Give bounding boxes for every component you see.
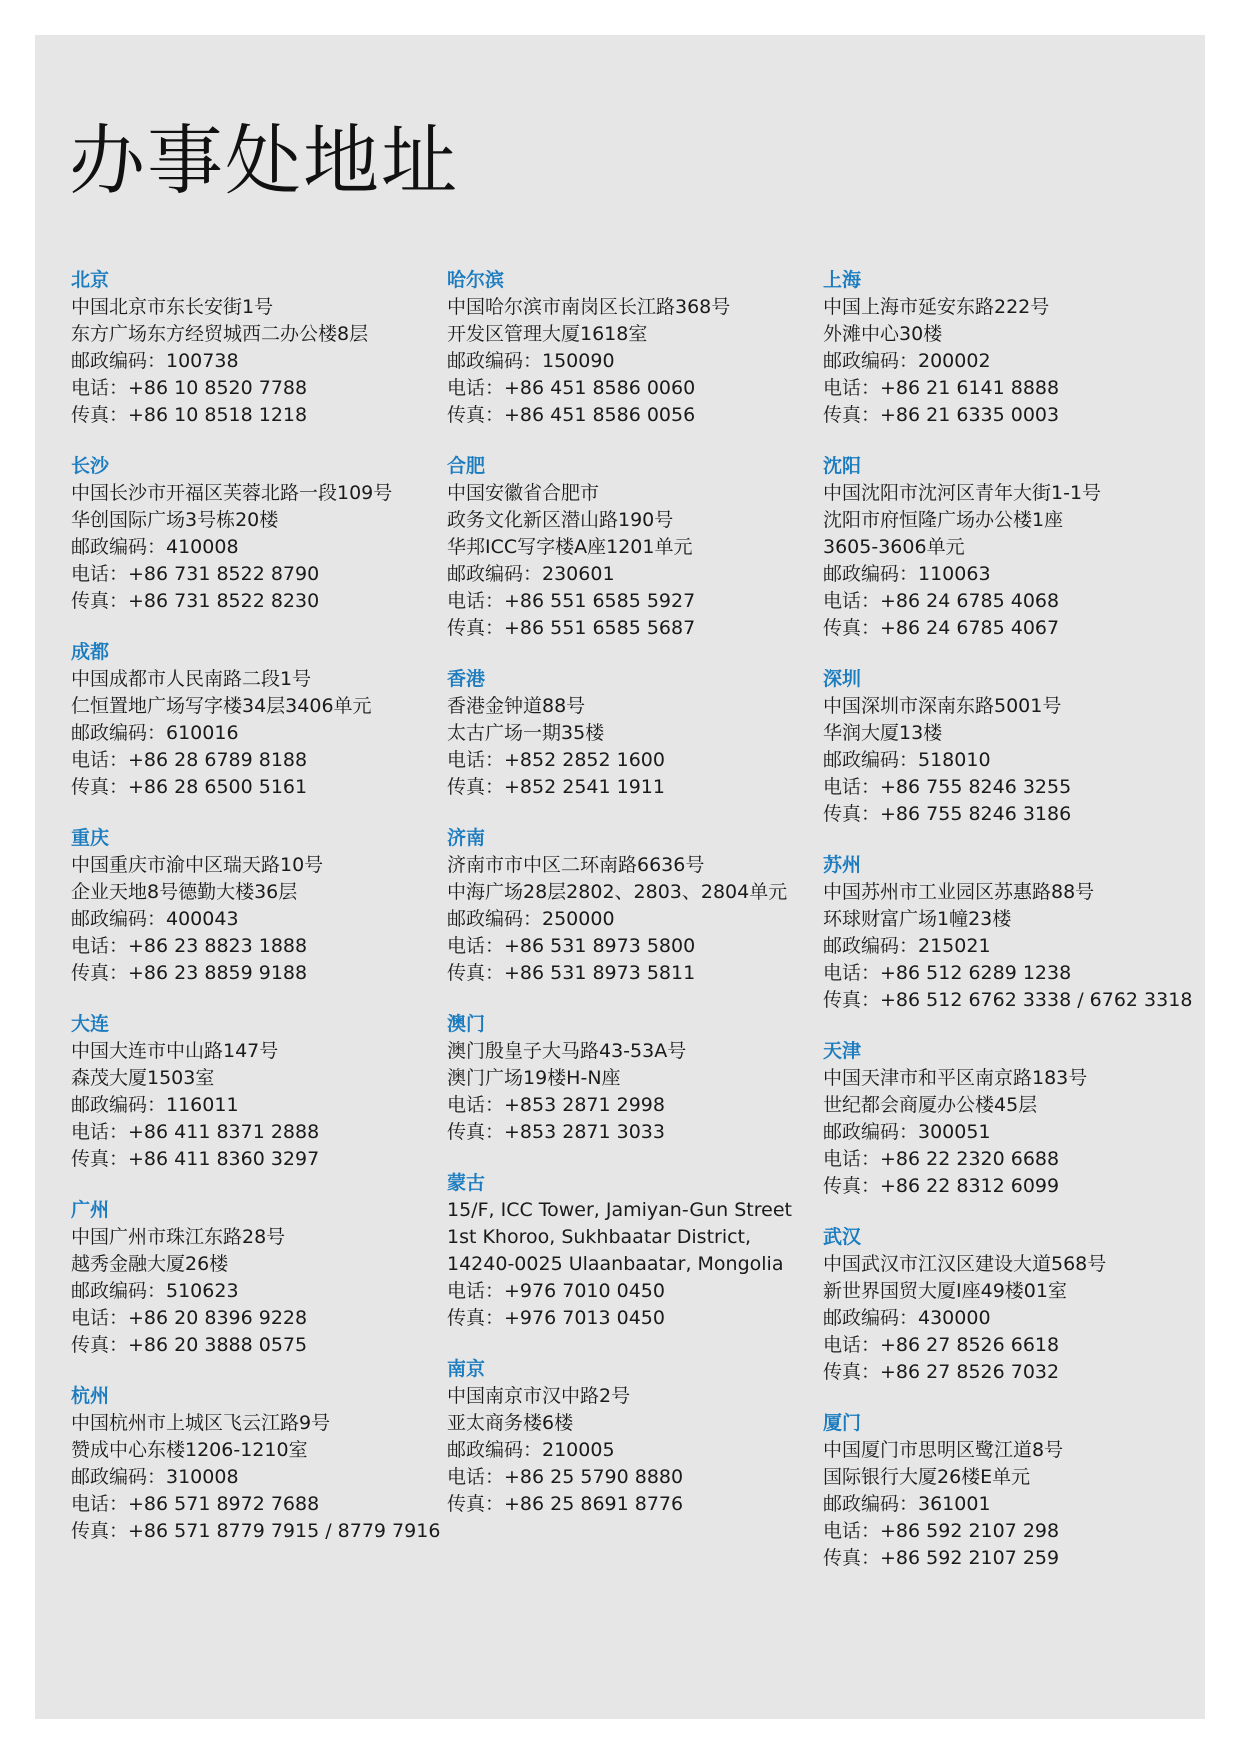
office-address-line: 赞成中心东楼1206-1210室 [71, 1439, 308, 1461]
office-address-line: 传真：+86 731 8522 8230 [71, 590, 320, 612]
office-city-name: 长沙 [71, 455, 110, 477]
office-address-line: 邮政编码：200002 [823, 350, 991, 372]
office-column-3 [823, 267, 1193, 1596]
office-block [447, 453, 807, 642]
office-address-line: 3605-3606单元 [823, 536, 965, 558]
office-city-name: 澳门 [447, 1013, 486, 1035]
office-city-name: 天津 [823, 1040, 862, 1062]
office-city-name: 广州 [71, 1199, 110, 1221]
office-address-line: 14240-0025 Ulaanbaatar, Mongolia [447, 1253, 784, 1275]
office-address-line: 中国重庆市渝中区瑞天路10号 [71, 854, 324, 876]
office-address-line: 电话：+86 28 6789 8188 [71, 749, 308, 771]
office-address-line: 电话：+86 23 8823 1888 [71, 935, 308, 957]
office-address-line: 中国苏州市工业园区苏惠路88号 [823, 881, 1095, 903]
office-address-line: 传真：+86 27 8526 7032 [823, 1361, 1060, 1383]
office-block [71, 639, 431, 801]
office-address-line: 传真：+86 592 2107 259 [823, 1547, 1060, 1569]
office-address-line: 电话：+86 755 8246 3255 [823, 776, 1072, 798]
office-block [823, 267, 1183, 429]
office-address-line: 传真：+86 755 8246 3186 [823, 803, 1072, 825]
office-address-line: 越秀金融大厦26楼 [71, 1253, 229, 1275]
office-address-line: 电话：+86 10 8520 7788 [71, 377, 308, 399]
office-address-line: 传真：+86 551 6585 5687 [447, 617, 696, 639]
office-address-line: 邮政编码：110063 [823, 563, 991, 585]
office-address-line: 传真：+853 2871 3033 [447, 1121, 665, 1143]
office-address-line: 传真：+86 28 6500 5161 [71, 776, 308, 798]
office-address-line: 电话：+852 2852 1600 [447, 749, 665, 771]
office-address-line: 澳门殷皇子大马路43-53A号 [447, 1040, 687, 1062]
office-address-line: 邮政编码：361001 [823, 1493, 991, 1515]
office-address-line: 传真：+86 21 6335 0003 [823, 404, 1060, 426]
office-block [823, 1038, 1183, 1200]
office-block [823, 852, 1193, 1014]
office-city-name: 重庆 [71, 827, 110, 849]
office-address-line: 中国哈尔滨市南岗区长江路368号 [447, 296, 731, 318]
office-address-line: 传真：+86 24 6785 4067 [823, 617, 1060, 639]
office-address-line: 邮政编码：230601 [447, 563, 615, 585]
office-address-line: 中国长沙市开福区芙蓉北路一段109号 [71, 482, 393, 504]
office-address-line: 电话：+86 21 6141 8888 [823, 377, 1060, 399]
office-address-line: 15/F, ICC Tower, Jamiyan-Gun Street [447, 1199, 792, 1221]
office-block [447, 1356, 807, 1518]
office-address-line: 邮政编码：518010 [823, 749, 991, 771]
office-city-name: 上海 [823, 269, 862, 291]
office-address-line: 电话：+86 512 6289 1238 [823, 962, 1072, 984]
office-address-line: 中国北京市东长安街1号 [71, 296, 274, 318]
office-city-name: 蒙古 [447, 1172, 486, 1194]
office-address-line: 中国杭州市上城区飞云江路9号 [71, 1412, 331, 1434]
office-address-line: 电话：+86 531 8973 5800 [447, 935, 696, 957]
office-address-line: 中国厦门市思明区鹭江道8号 [823, 1439, 1064, 1461]
office-address-line: 中海广场28层2802、2803、2804单元 [447, 881, 788, 903]
office-block [71, 825, 431, 987]
office-address-line: 传真：+976 7013 0450 [447, 1307, 665, 1329]
office-address-line: 中国成都市人民南路二段1号 [71, 668, 312, 690]
office-address-line: 电话：+86 411 8371 2888 [71, 1121, 320, 1143]
office-address-line: 世纪都会商厦办公楼45层 [823, 1094, 1038, 1116]
office-address-line: 传真：+86 23 8859 9188 [71, 962, 308, 984]
office-address-line: 华润大厦13楼 [823, 722, 943, 744]
office-address-line: 中国广州市珠江东路28号 [71, 1226, 286, 1248]
office-block [823, 453, 1183, 642]
office-address-line: 传真：+86 25 8691 8776 [447, 1493, 684, 1515]
office-city-name: 香港 [447, 668, 486, 690]
office-address-line: 传真：+86 22 8312 6099 [823, 1175, 1060, 1197]
office-column-2 [447, 267, 807, 1542]
office-address-line: 新世界国贸大厦I座49楼01室 [823, 1280, 1067, 1302]
office-address-line: 香港金钟道88号 [447, 695, 586, 717]
office-address-line: 传真：+86 512 6762 3338 / 6762 3318 [823, 989, 1193, 1011]
office-city-name: 武汉 [823, 1226, 862, 1248]
office-address-line: 电话：+86 551 6585 5927 [447, 590, 696, 612]
office-city-name: 济南 [447, 827, 486, 849]
office-block [447, 825, 807, 987]
office-city-name: 成都 [71, 641, 110, 663]
office-address-line: 电话：+86 27 8526 6618 [823, 1334, 1060, 1356]
office-address-line: 邮政编码：510623 [71, 1280, 239, 1302]
office-address-line: 东方广场东方经贸城西二办公楼8层 [71, 323, 369, 345]
office-address-line: 邮政编码：210005 [447, 1439, 615, 1461]
office-address-line: 邮政编码：430000 [823, 1307, 991, 1329]
office-address-line: 邮政编码：100738 [71, 350, 239, 372]
office-address-line: 传真：+86 411 8360 3297 [71, 1148, 320, 1170]
office-address-line: 澳门广场19楼H-N座 [447, 1067, 621, 1089]
office-address-line: 传真：+852 2541 1911 [447, 776, 665, 798]
office-address-line: 邮政编码：116011 [71, 1094, 239, 1116]
office-address-line: 电话：+86 20 8396 9228 [71, 1307, 308, 1329]
office-address-line: 环球财富广场1幢23楼 [823, 908, 1012, 930]
office-address-line: 亚太商务楼6楼 [447, 1412, 574, 1434]
office-city-name: 合肥 [447, 455, 486, 477]
office-address-line: 传真：+86 10 8518 1218 [71, 404, 308, 426]
office-block [823, 1224, 1183, 1386]
office-block [447, 1170, 807, 1332]
office-block [447, 666, 807, 801]
office-city-name: 大连 [71, 1013, 110, 1035]
office-city-name: 苏州 [823, 854, 862, 876]
office-address-line: 邮政编码：410008 [71, 536, 239, 558]
office-address-line: 仁恒置地广场写字楼34层3406单元 [71, 695, 372, 717]
office-city-name: 深圳 [823, 668, 862, 690]
office-address-line: 森茂大厦1503室 [71, 1067, 215, 1089]
office-address-line: 传真：+86 20 3888 0575 [71, 1334, 308, 1356]
office-address-line: 外滩中心30楼 [823, 323, 943, 345]
office-address-line: 开发区管理大厦1618室 [447, 323, 648, 345]
office-address-line: 传真：+86 451 8586 0056 [447, 404, 696, 426]
office-address-line: 电话：+86 731 8522 8790 [71, 563, 320, 585]
office-address-line: 中国南京市汉中路2号 [447, 1385, 631, 1407]
office-address-line: 邮政编码：610016 [71, 722, 239, 744]
office-address-line: 企业天地8号德勤大楼36层 [71, 881, 298, 903]
office-address-line: 邮政编码：300051 [823, 1121, 991, 1143]
office-address-line: 华创国际广场3号栋20楼 [71, 509, 279, 531]
office-address-line: 中国深圳市深南东路5001号 [823, 695, 1062, 717]
office-block [823, 1410, 1183, 1572]
page-title: 办事处地址 [69, 116, 459, 205]
office-address-line: 沈阳市府恒隆广场办公楼1座 [823, 509, 1064, 531]
office-address-line: 中国武汉市江汉区建设大道568号 [823, 1253, 1107, 1275]
office-block [447, 1011, 807, 1146]
office-block [71, 1383, 441, 1545]
office-address-line: 电话：+86 24 6785 4068 [823, 590, 1060, 612]
office-block [447, 267, 807, 429]
office-block [71, 1197, 431, 1359]
office-address-line: 电话：+976 7010 0450 [447, 1280, 665, 1302]
office-address-line: 电话：+86 25 5790 8880 [447, 1466, 684, 1488]
office-city-name: 哈尔滨 [447, 269, 505, 291]
office-address-line: 邮政编码：215021 [823, 935, 991, 957]
office-address-line: 中国大连市中山路147号 [71, 1040, 279, 1062]
office-address-line: 1st Khoroo, Sukhbaatar District, [447, 1226, 752, 1248]
office-address-line: 中国上海市延安东路222号 [823, 296, 1050, 318]
office-block [71, 1011, 431, 1173]
office-address-line: 中国安徽省合肥市 [447, 482, 600, 504]
office-address-line: 华邦ICC写字楼A座1201单元 [447, 536, 693, 558]
office-block [823, 666, 1183, 828]
office-address-line: 电话：+853 2871 2998 [447, 1094, 665, 1116]
office-address-line: 邮政编码：400043 [71, 908, 239, 930]
office-column-1 [71, 267, 441, 1569]
office-city-name: 南京 [447, 1358, 486, 1380]
office-address-line: 电话：+86 451 8586 0060 [447, 377, 696, 399]
office-address-line: 电话：+86 22 2320 6688 [823, 1148, 1060, 1170]
office-address-line: 邮政编码：310008 [71, 1466, 239, 1488]
office-address-line: 中国沈阳市沈河区青年大街1-1号 [823, 482, 1102, 504]
office-address-line: 邮政编码：150090 [447, 350, 615, 372]
office-address-line: 太古广场一期35楼 [447, 722, 605, 744]
office-address-line: 电话：+86 571 8972 7688 [71, 1493, 320, 1515]
office-address-line: 传真：+86 571 8779 7915 / 8779 7916 [71, 1520, 441, 1542]
office-city-name: 厦门 [823, 1412, 862, 1434]
office-address-line: 济南市市中区二环南路6636号 [447, 854, 705, 876]
office-block [71, 453, 431, 615]
office-city-name: 北京 [71, 269, 110, 291]
office-city-name: 沈阳 [823, 455, 862, 477]
office-address-line: 国际银行大厦26楼E单元 [823, 1466, 1031, 1488]
office-address-line: 中国天津市和平区南京路183号 [823, 1067, 1088, 1089]
office-city-name: 杭州 [71, 1385, 110, 1407]
office-address-line: 传真：+86 531 8973 5811 [447, 962, 696, 984]
office-address-line: 政务文化新区潜山路190号 [447, 509, 674, 531]
office-address-line: 电话：+86 592 2107 298 [823, 1520, 1060, 1542]
office-block [71, 267, 431, 429]
address-panel [35, 35, 1205, 1719]
office-address-line: 邮政编码：250000 [447, 908, 615, 930]
